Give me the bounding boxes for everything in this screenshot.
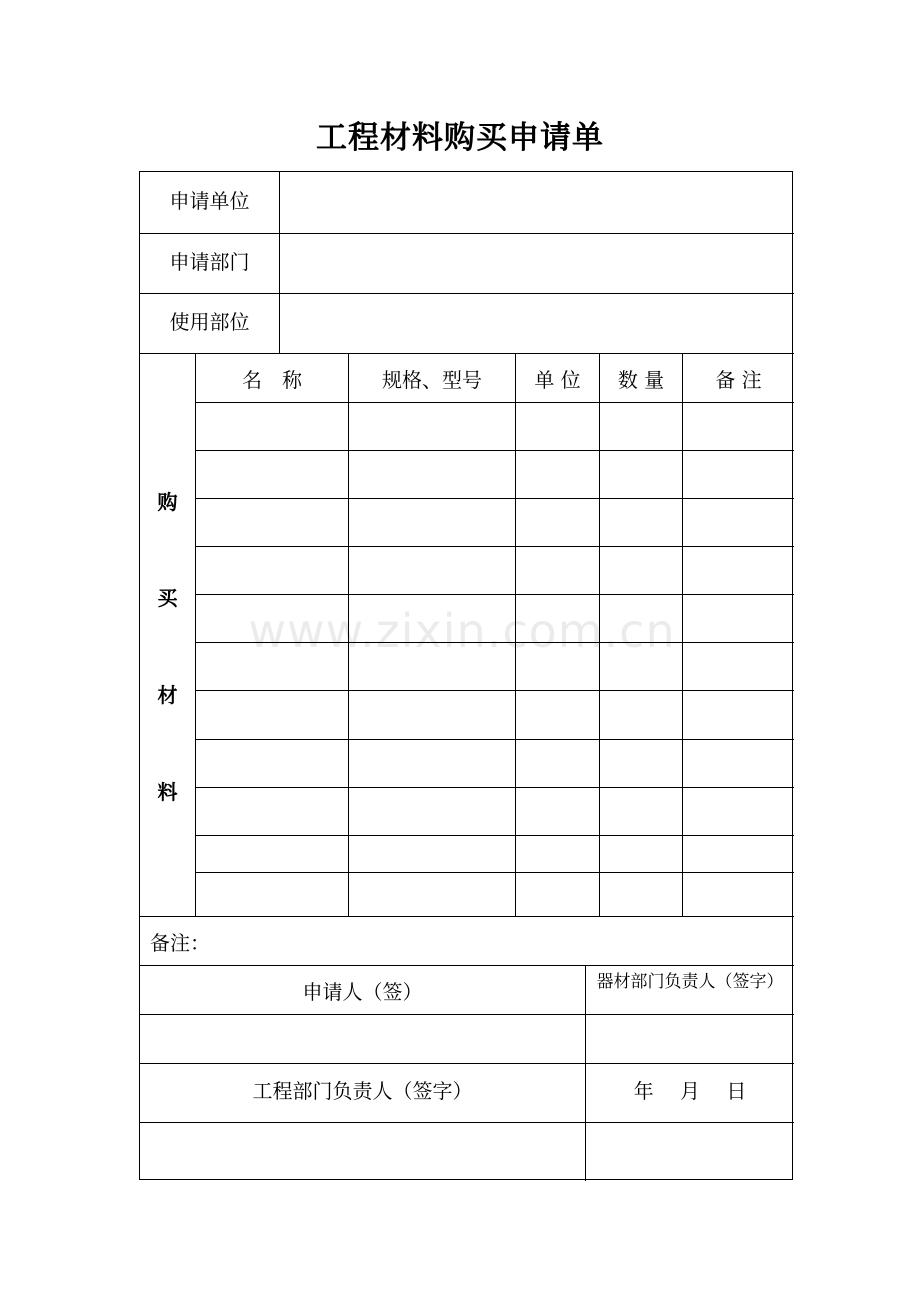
watermark: www.zixin.com.cn bbox=[248, 604, 676, 658]
divider bbox=[195, 402, 794, 403]
header-spec-model: 规格、型号 bbox=[382, 367, 482, 392]
divider bbox=[599, 353, 600, 916]
applicant-dept-field[interactable] bbox=[280, 233, 794, 293]
equipment-head-sign-label: 器材部门负责人（签字） bbox=[596, 971, 784, 992]
applicant-sign-field[interactable] bbox=[140, 1015, 585, 1063]
divider bbox=[195, 739, 794, 740]
remarks-label: 备注： bbox=[150, 930, 210, 955]
applicant-sign-label: 申请人（签） bbox=[302, 979, 423, 1004]
purchase-request-form bbox=[139, 171, 793, 1180]
side-label-char: 购 bbox=[157, 489, 178, 514]
divider bbox=[195, 642, 794, 643]
form-title: 工程材料购买申请单 bbox=[316, 120, 604, 156]
divider bbox=[195, 353, 196, 916]
divider bbox=[348, 353, 349, 916]
info-label-applicant-unit: 申请单位 bbox=[169, 189, 250, 213]
side-label-char: 买 bbox=[157, 585, 178, 610]
info-label-applicant-dept: 申请部门 bbox=[169, 250, 250, 274]
usage-location-field[interactable] bbox=[280, 293, 794, 353]
equipment-head-sign-field[interactable] bbox=[586, 1015, 794, 1063]
divider bbox=[195, 450, 794, 451]
divider bbox=[195, 835, 794, 836]
divider bbox=[195, 787, 794, 788]
side-label-char: 料 bbox=[157, 779, 178, 804]
divider bbox=[515, 353, 516, 916]
header-unit: 单 位 bbox=[534, 367, 581, 392]
divider bbox=[195, 690, 794, 691]
side-label-char: 材 bbox=[157, 682, 178, 707]
divider bbox=[195, 546, 794, 547]
header-name: 名 称 bbox=[242, 367, 302, 392]
divider bbox=[195, 872, 794, 873]
applicant-unit-field[interactable] bbox=[280, 172, 794, 233]
divider bbox=[195, 594, 794, 595]
divider bbox=[682, 353, 683, 916]
header-quantity: 数 量 bbox=[617, 367, 665, 392]
info-label-usage-location: 使用部位 bbox=[169, 310, 250, 334]
date-field[interactable] bbox=[586, 1123, 794, 1180]
engineering-head-sign-field[interactable] bbox=[140, 1123, 585, 1180]
divider bbox=[195, 498, 794, 499]
header-remark: 备 注 bbox=[715, 367, 762, 392]
date-label: 年 月 日 bbox=[633, 1078, 747, 1103]
engineering-head-sign-label: 工程部门负责人（签字） bbox=[252, 1078, 473, 1103]
